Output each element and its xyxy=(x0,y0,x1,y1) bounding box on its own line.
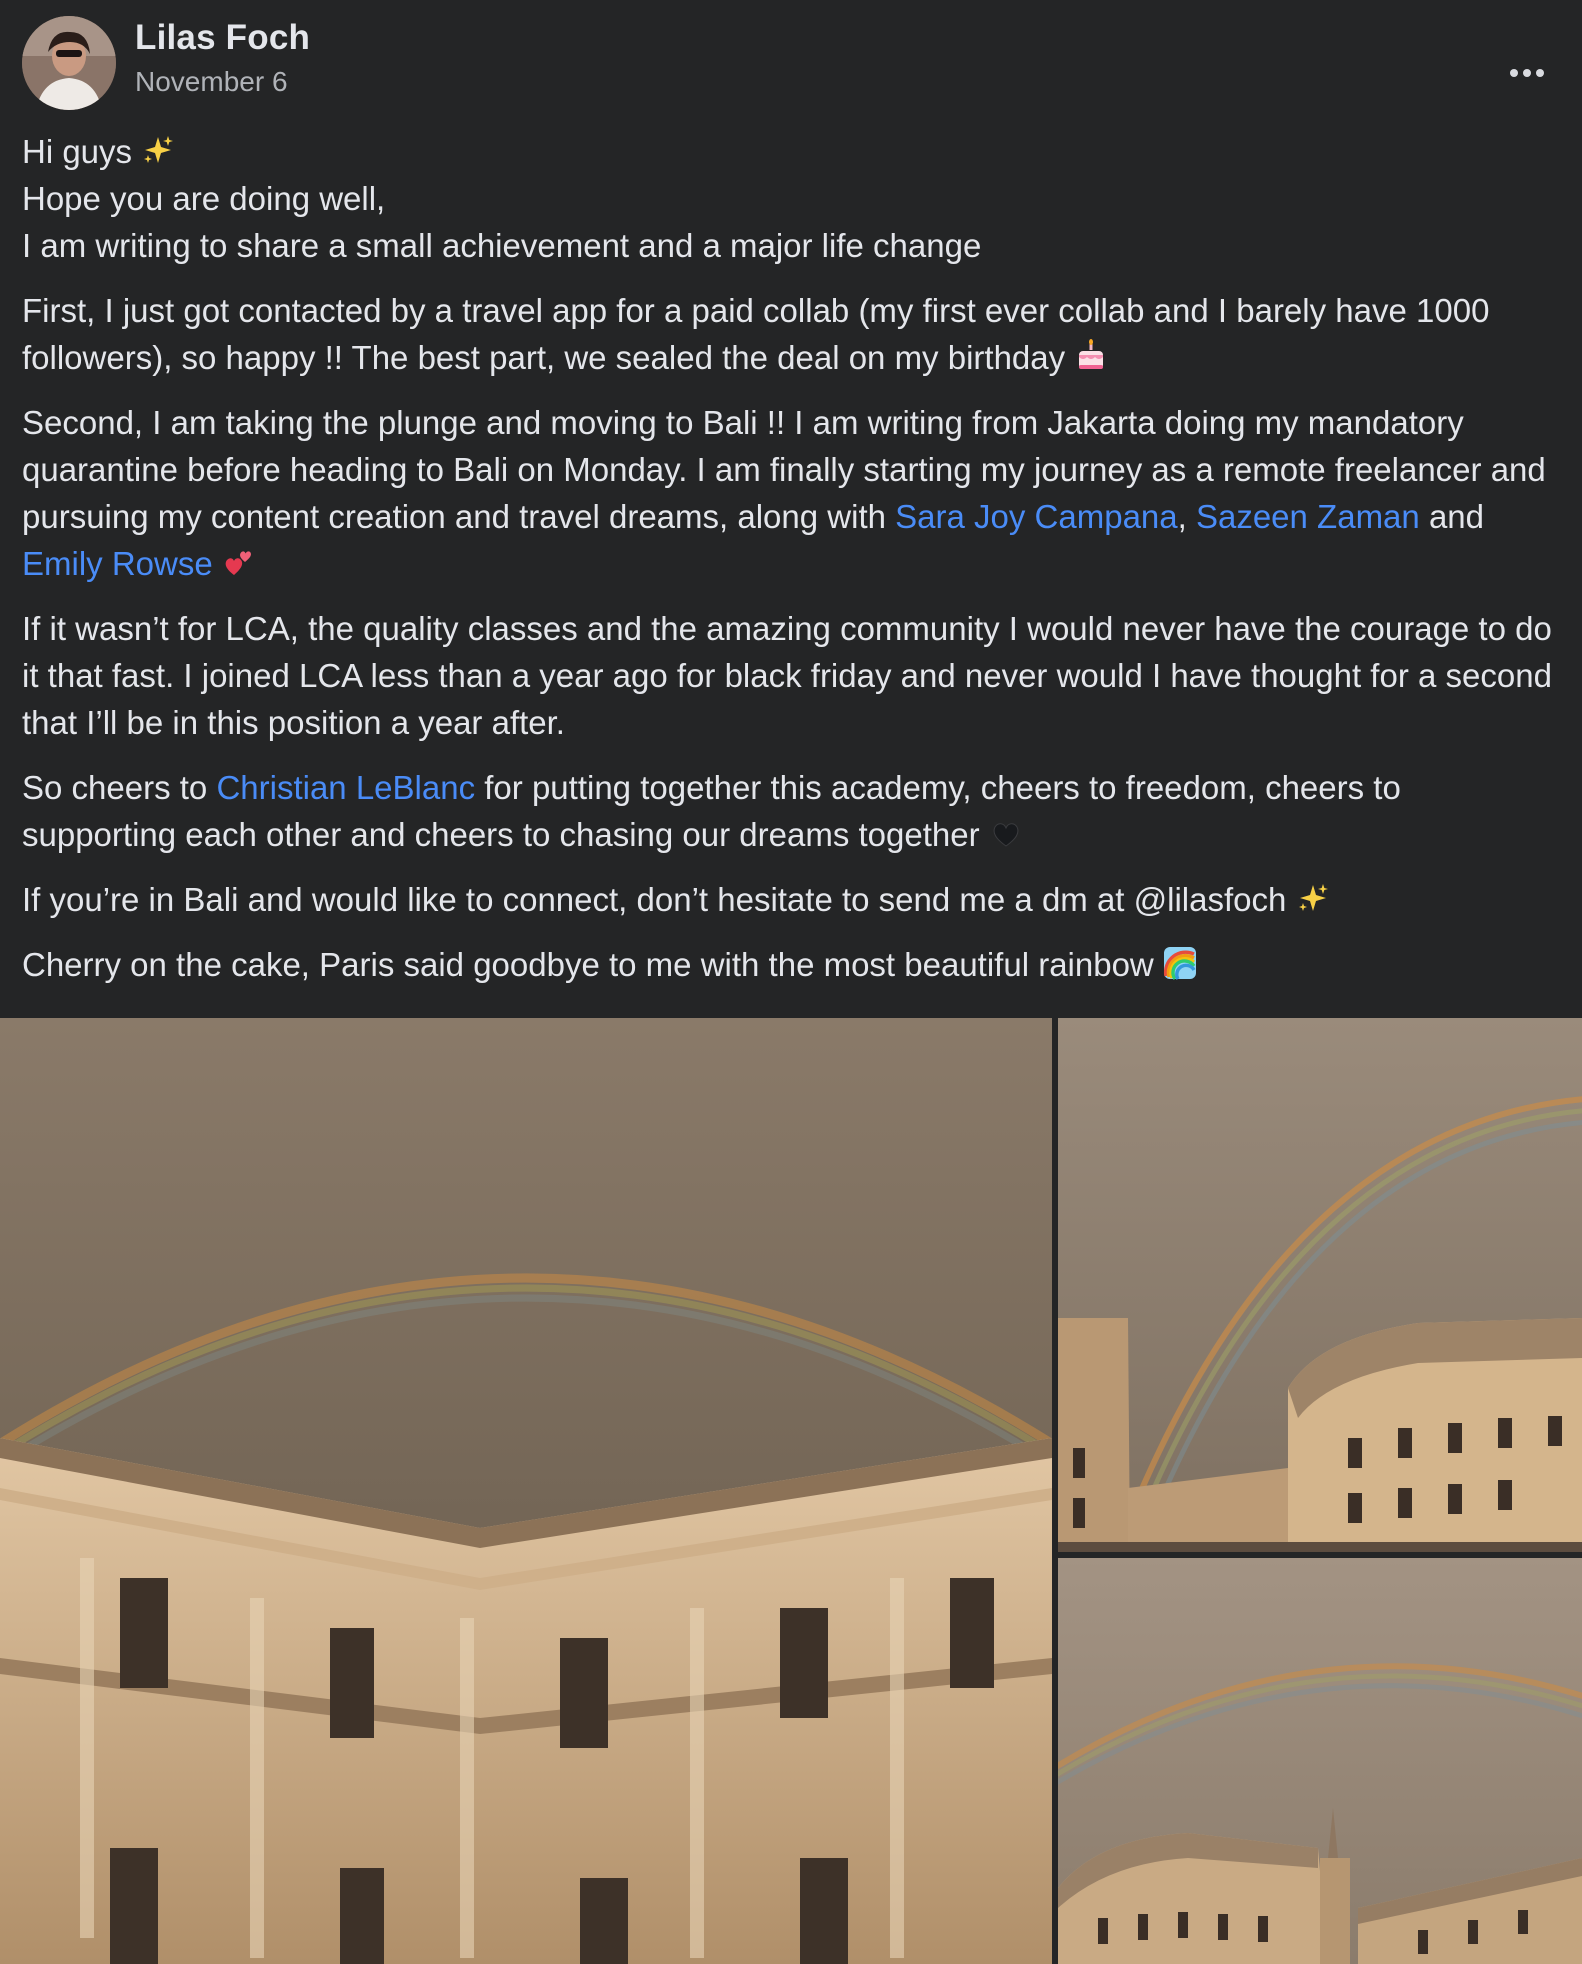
two-hearts-icon xyxy=(222,545,256,579)
birthday-cake-icon xyxy=(1074,339,1108,373)
rainbow-over-louvre-photo[interactable] xyxy=(0,1018,1052,1964)
avatar[interactable] xyxy=(22,16,116,110)
post-body xyxy=(22,128,1562,1006)
lca-text: If it wasn’t for LCA, the quality classes and the amazing community I would never have the courage to do it that fast. I joined LCA less than a year ago for black friday and never would I have thought for a second that I’ll be in this position a year after. xyxy=(22,610,1552,741)
more-dot xyxy=(1536,69,1544,77)
rainbow-icon xyxy=(1163,946,1197,980)
sparkles-icon xyxy=(1296,881,1330,915)
paragraph-connect xyxy=(22,876,1562,923)
mention-sazeen-zaman[interactable]: Sazeen Zaman xyxy=(1195,498,1420,535)
cheers-text-continued: for putting together this academy, cheers to freedom, cheers to supporting each other and cheers to chasing our dreams together xyxy=(22,769,1401,853)
separator-text: and xyxy=(1419,498,1485,535)
rainbow-over-paris-rooftops-photo[interactable] xyxy=(1058,1558,1582,1964)
paragraph-intro xyxy=(22,128,1562,269)
mention-emily-rowse[interactable]: Emily Rowse xyxy=(22,545,213,582)
black-heart-icon xyxy=(989,816,1023,850)
bali-text: Second, I am taking the plunge and moving to Bali !! I am writing from Jakarta doing my mandatory quarantine before heading to Bali on Monday. I am finally starting my journey as a remote freelancer and pursuing my content creation and travel dreams, along with xyxy=(22,404,1546,535)
more-options-button[interactable] xyxy=(1496,42,1558,104)
connect-text: If you’re in Bali and would like to connect, don’t hesitate to send me a dm at @lilasfoch xyxy=(22,881,1287,918)
author-name[interactable]: Lilas Foch xyxy=(135,18,311,57)
mention-christian-leblanc[interactable]: Christian LeBlanc xyxy=(216,769,476,806)
intro-line-3: I am writing to share a small achievement and a major life change xyxy=(22,227,982,264)
photo-grid xyxy=(0,1018,1582,1964)
greeting-text: Hi guys xyxy=(22,133,133,170)
paragraph-cheers xyxy=(22,764,1562,858)
mention-sara-joy-campana[interactable]: Sara Joy Campana xyxy=(895,498,1178,535)
collab-text: First, I just got contacted by a travel app for a paid collab (my first ever collab and I barely have 1000 followers), so happy !! The best part, we sealed the deal on my birthday xyxy=(22,292,1490,376)
more-dot xyxy=(1523,69,1531,77)
cheers-text: So cheers to xyxy=(22,769,217,806)
paragraph-lca xyxy=(22,605,1562,746)
rainbow-over-rue-de-rivoli-photo[interactable] xyxy=(1058,1018,1582,1552)
separator-text: , xyxy=(1177,498,1196,535)
sparkles-icon xyxy=(141,133,175,167)
paragraph-bali xyxy=(22,399,1562,587)
post-date[interactable]: November 6 xyxy=(135,66,288,97)
rainbow-text: Cherry on the cake, Paris said goodbye to me with the most beautiful rainbow xyxy=(22,946,1154,983)
post-header xyxy=(22,16,1560,112)
paragraph-collab xyxy=(22,287,1562,381)
more-horizontal-icon xyxy=(1510,69,1518,77)
intro-line-2: Hope you are doing well, xyxy=(22,180,386,217)
paragraph-rainbow xyxy=(22,941,1562,988)
